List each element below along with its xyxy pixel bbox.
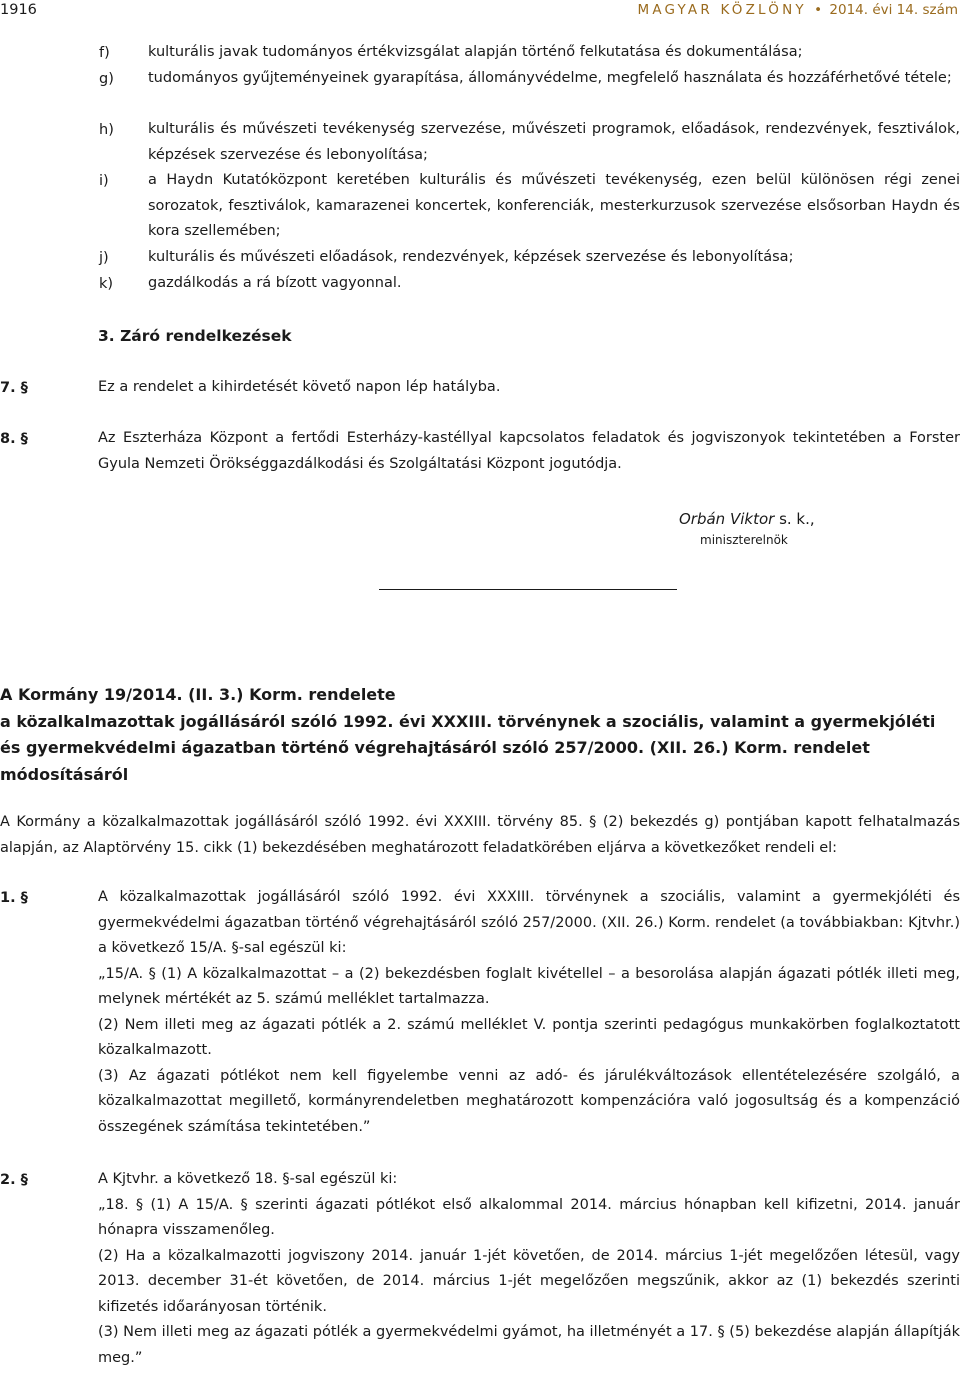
regulation-title [0,682,960,788]
signatory-suffix: s. k., [774,510,815,528]
section-1-paragraph: „15/A. § (1) A közalkalmazottat – a (2) bekezdésben foglalt kivétellel – a besorolása alapján ágazati pótlék illeti meg, melynek mértékét az 5. számú melléklet tartalmazza. [98,965,960,1007]
list-item-j: kulturális és művészeti előadások, rendezvények, képzések szervezése és lebonyolítása; [148,249,794,265]
separator-rule [379,589,677,590]
list-item-label-g: g) [99,71,114,87]
list-item-label-j: j) [99,250,109,266]
section-1-paragraph: (2) Nem illeti meg az ágazati pótlék a 2. számú melléklet V. pontja szerinti pedagógus munkakörben foglalkoztatott közalkalmazott. [98,1016,960,1058]
paragraph-8-label: 8. § [0,431,28,447]
list-item-g: tudományos gyűjteményeinek gyarapítása, állományvédelme, megfelelő használata és hozzáférhetővé tétele; [148,70,952,86]
signatory-title: miniszterelnök [700,533,788,547]
list-item-k: gazdálkodás a rá bízott vagyonnal. [148,275,402,291]
section-2-paragraph: (2) Ha a közalkalmazotti jogviszony 2014. január 1-jét követően, de 2014. március 1-jét megelőzően létesül, vagy 2013. december 31-ét követően, de 2014. március 1-jét megelőzően megszűnik, akkor az (1) bekezdés szerinti kifizetés időarányosan történik. [98,1247,960,1315]
list-item-label-f: f) [99,45,110,61]
list-item-label-i: i) [99,173,109,189]
section-2-paragraph: (3) Nem illeti meg az ágazati pótlék a gyermekvédelmi gyámot, ha illetményét a 17. § (5) bekezdése alapján állapítják meg.” [98,1324,960,1366]
regulation-intro: A Kormány a közalkalmazottak jogállásáról szóló 1992. évi XXXIII. törvény 85. § (2) bekezdés g) pontjában kapott felhatalmazás alapján, az Alaptörvény 15. cikk (1) bekezdésében meghatározott feladatkörében eljárva a következőket rendeli el: [0,814,960,856]
regulation-title-line: módosításáról [0,764,129,784]
section-2-body [98,1167,960,1371]
section-2-paragraph: A Kjtvhr. a következő 18. §-sal egészül ki: [98,1171,398,1187]
section-1-body [98,885,960,1140]
regulation-title-line: A Kormány 19/2014. (II. 3.) Korm. rendelete [0,685,396,704]
regulation-title-line: és gyermekvédelmi ágazatban történő végrehajtásáról szóló 257/2000. (XII. 26.) Korm. rendelet [0,738,870,757]
list-item-f: kulturális javak tudományos értékvizsgálat alapján történő felkutatása és dokumentálása; [148,44,803,60]
page-header [0,0,960,22]
signatory-name: Orbán Viktor [679,510,775,528]
paragraph-7-label: 7. § [0,380,28,396]
list-item-i: a Haydn Kutatóközpont keretében kulturális és művészeti tevékenység, ezen belül különösen régi zenei sorozatok, fesztiválok, kamarazenei koncertek, konferenciák, mesterkurzusok szervezése elsősorban Haydn és kora szellemében; [148,172,960,239]
issue-label: 2014. évi 14. szám [829,2,958,18]
section-1-paragraph: (3) Az ágazati pótlékot nem kell figyelembe venni az adó- és járulékváltozások ellentételezésére szolgáló, a közalkalmazottat megillető, kormányrendeletben meghatározott kompenzációra való jogosultság és a kompenzáció összegének számítása tekintetében.” [98,1067,960,1135]
list-item-label-k: k) [99,276,114,292]
section-2-paragraph: „18. § (1) A 15/A. § szerinti ágazati pótlékot első alkalommal 2014. március hónapban kell kifizetni, 2014. január hónapra visszamenőleg. [98,1196,960,1238]
section-2-label: 2. § [0,1172,28,1188]
section-1-label: 1. § [0,890,28,906]
paragraph-8-text: Az Eszterháza Központ a fertődi Esterházy-kastéllyal kapcsolatos feladatok és jogviszonyok tekintetében a Forster Gyula Nemzeti Örökséggazdálkodási és Szolgáltatási Központ jogutódja. [98,430,960,472]
journal-info [638,2,959,18]
section-heading: 3. Záró rendelkezések [98,327,292,345]
list-item-label-h: h) [99,122,114,138]
page-number: 1916 [0,2,37,18]
journal-title: MAGYAR KÖZLÖNY [637,2,807,18]
signature-name [679,510,815,528]
list-item-h: kulturális és művészeti tevékenység szervezése, művészeti programok, előadások, rendezvények, fesztiválok, képzések szervezése és lebonyolítása; [148,121,960,163]
separator-dot: • [814,2,823,18]
paragraph-7-text: Ez a rendelet a kihirdetését követő napon lép hatályba. [98,379,501,395]
section-1-paragraph: A közalkalmazottak jogállásáról szóló 1992. évi XXXIII. törvénynek a szociális, valamint a gyermekjóléti és gyermekvédelmi ágazatban történő végrehajtásáról szóló 257/2000. (XII. 26.) Korm. rendelet (a továbbiakban: Kjtvhr.) a következő 15/A. §-sal egészül ki: [98,889,960,956]
regulation-title-line: a közalkalmazottak jogállásáról szóló 1992. évi XXXIII. törvénynek a szociális, valamint a gyermekjóléti [0,711,936,731]
